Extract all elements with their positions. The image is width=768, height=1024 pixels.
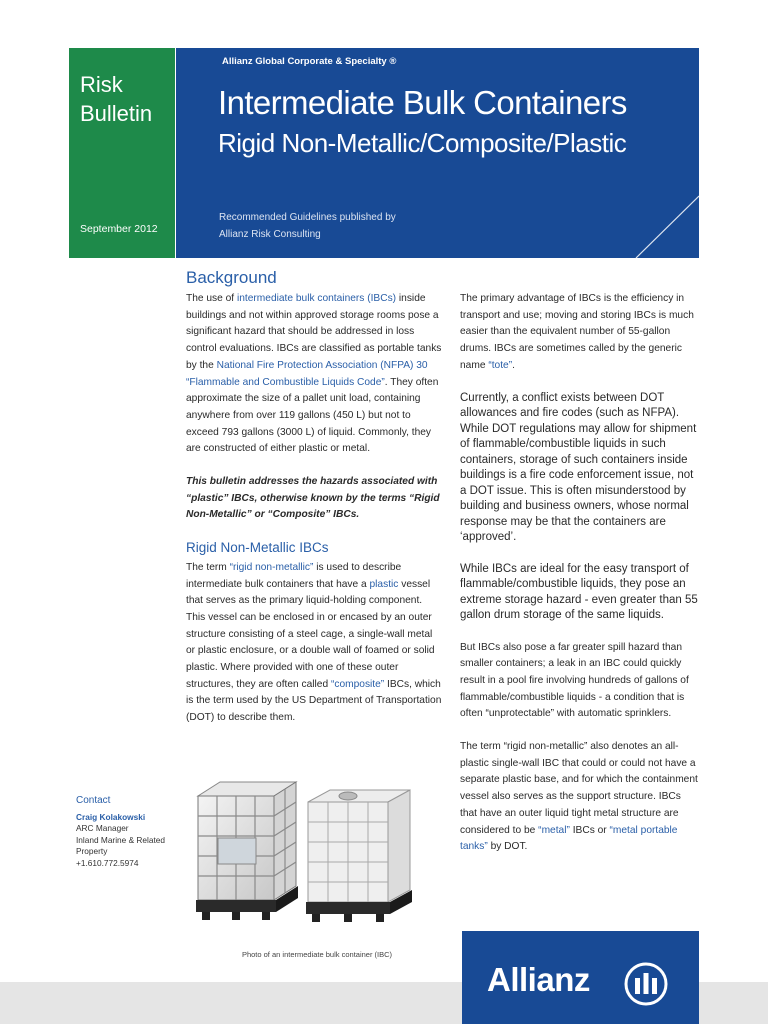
- allianz-wordmark: Allianz: [487, 961, 590, 998]
- photo-caption: Photo of an intermediate bulk container (IBC): [241, 950, 393, 959]
- risk-bulletin-panel: [69, 48, 175, 258]
- allianz-logo: [462, 931, 699, 1024]
- bulletin-scope-paragraph: This bulletin addresses the hazards associated with “plastic” IBCs, otherwise known by the terms “Rigid Non-Metallic” or “Composite” IBCs.: [186, 476, 440, 521]
- company-name: Allianz Global Corporate & Specialty ®: [222, 56, 397, 67]
- rigid-heading: Rigid Non-Metallic IBCs: [186, 540, 329, 556]
- title-banner: [176, 48, 699, 258]
- bulletin-type: [80, 70, 152, 128]
- document-title: Intermediate Bulk Containers: [218, 84, 627, 121]
- right-column: [460, 291, 700, 872]
- rigid-paragraph: The term “rigid non-metallic” is used to describe intermediate bulk containers that have a plastic vessel that serves as the primary liquid-holding component. This vessel can be enclosed in or encased by an outer structure consisting of a steel cage, a single-wall metal or plastic enclosure, or a double wall of foamed or solid plastic. Where provided with one of these outer structures, they are often called “composite” IBCs, which is the term used by the US Department of Transportation (DOT) to describe them.: [186, 561, 442, 724]
- contact-dept-2: Property: [76, 846, 108, 856]
- left-column: [186, 291, 444, 743]
- contact-block: [76, 795, 176, 869]
- metal-portable-tanks-link[interactable]: “metal portable tanks”: [460, 824, 678, 853]
- ibc-illustration: [186, 768, 448, 940]
- bulletin-label: Bulletin: [80, 101, 153, 126]
- contact-heading: Contact: [76, 795, 111, 806]
- background-paragraph: The use of intermediate bulk containers (IBCs) inside buildings and not within approved storage rooms pose a significant hazard that should be addressed in loss control evaluations. IBCs are classified as portable tanks by the National Fire Protection Association (NFPA) 30 “Flammable and Combustible Liquids Code”. They often approximate the size of a pallet unit load, containing anywhere from over 119 gallons (450 L) but not to exceed 793 gallons (3000 L) of liquid. Commonly, they are constructed of either plastic or metal.: [186, 293, 442, 455]
- publisher-line-2: Allianz Risk Consulting: [219, 229, 321, 240]
- publisher-note: [219, 209, 396, 243]
- contact-name: Craig Kolakowski: [76, 811, 146, 822]
- publisher-line-1: Recommended Guidelines published by: [219, 212, 396, 223]
- publication-date: September 2012: [80, 223, 158, 235]
- ibc-photo: [186, 768, 448, 940]
- spill-hazard-paragraph: But IBCs also pose a far greater spill hazard than smaller containers; a leak in an IBC could quickly result in a pool fire involving hundreds of gallons of flammable/combustible liquids - a condition that is often “unprotectable” with automatic sprinklers.: [460, 641, 689, 720]
- composite-link[interactable]: “composite”: [330, 678, 385, 690]
- storage-hazard-paragraph: While IBCs are ideal for the easy transport of flammable/combustible liquids, they pose an extreme storage hazard - even greater than 55 gallon drum storage of the same liquids.: [460, 562, 698, 622]
- rigid-non-metallic-link[interactable]: “rigid non-metallic”: [229, 561, 314, 573]
- contact-phone: +1.610.772.5974: [76, 857, 139, 868]
- metal-link[interactable]: “metal”: [538, 824, 570, 836]
- allianz-eagle-icon: [623, 961, 669, 1007]
- conflict-paragraph: Currently, a conflict exists between DOT allowances and fire codes (such as NFPA). While DOT regulations may allow for shipment of flammable/combustible liquids in such containers, storage of such containers inside buildings is a fire code enforcement issue, not a DOT issue. This is often misunderstood by building and business owners, whose normal response may be that the containers are ‘approved’.: [460, 391, 697, 544]
- composite-ibc: [306, 790, 412, 922]
- caged-ibc: [196, 782, 298, 920]
- tote-link[interactable]: “tote”: [488, 359, 513, 371]
- advantage-paragraph: The primary advantage of IBCs is the efficiency in transport and use; moving and storing IBCs is much easier than the equivalent number of 55-gallon drums. IBCs are sometimes called by the generic name “tote”.: [460, 293, 694, 371]
- ibc-link[interactable]: intermediate bulk containers (IBCs): [236, 293, 397, 304]
- contact-role: ARC Manager: [76, 823, 129, 833]
- risk-label: Risk: [80, 72, 123, 97]
- contact-dept-1: Inland Marine & Related: [76, 834, 166, 845]
- plastic-link[interactable]: plastic: [369, 578, 399, 590]
- background-heading: Background: [186, 268, 277, 287]
- document-subtitle: Rigid Non-Metallic/Composite/Plastic: [218, 128, 627, 158]
- nfpa-link[interactable]: National Fire Protection Association (NFPA) 30 “Flammable and Combustible Liquids Code”: [186, 359, 428, 388]
- terminology-paragraph: The term “rigid non-metallic” also denotes an all-plastic single-wall IBC that could or could not have a separate plastic base, and for which the containment vessel also serves as the support structure. IBCs that have an outer liquid tight metal structure are considered to be “metal” IBCs or “metal portable tanks” by DOT.: [460, 741, 698, 853]
